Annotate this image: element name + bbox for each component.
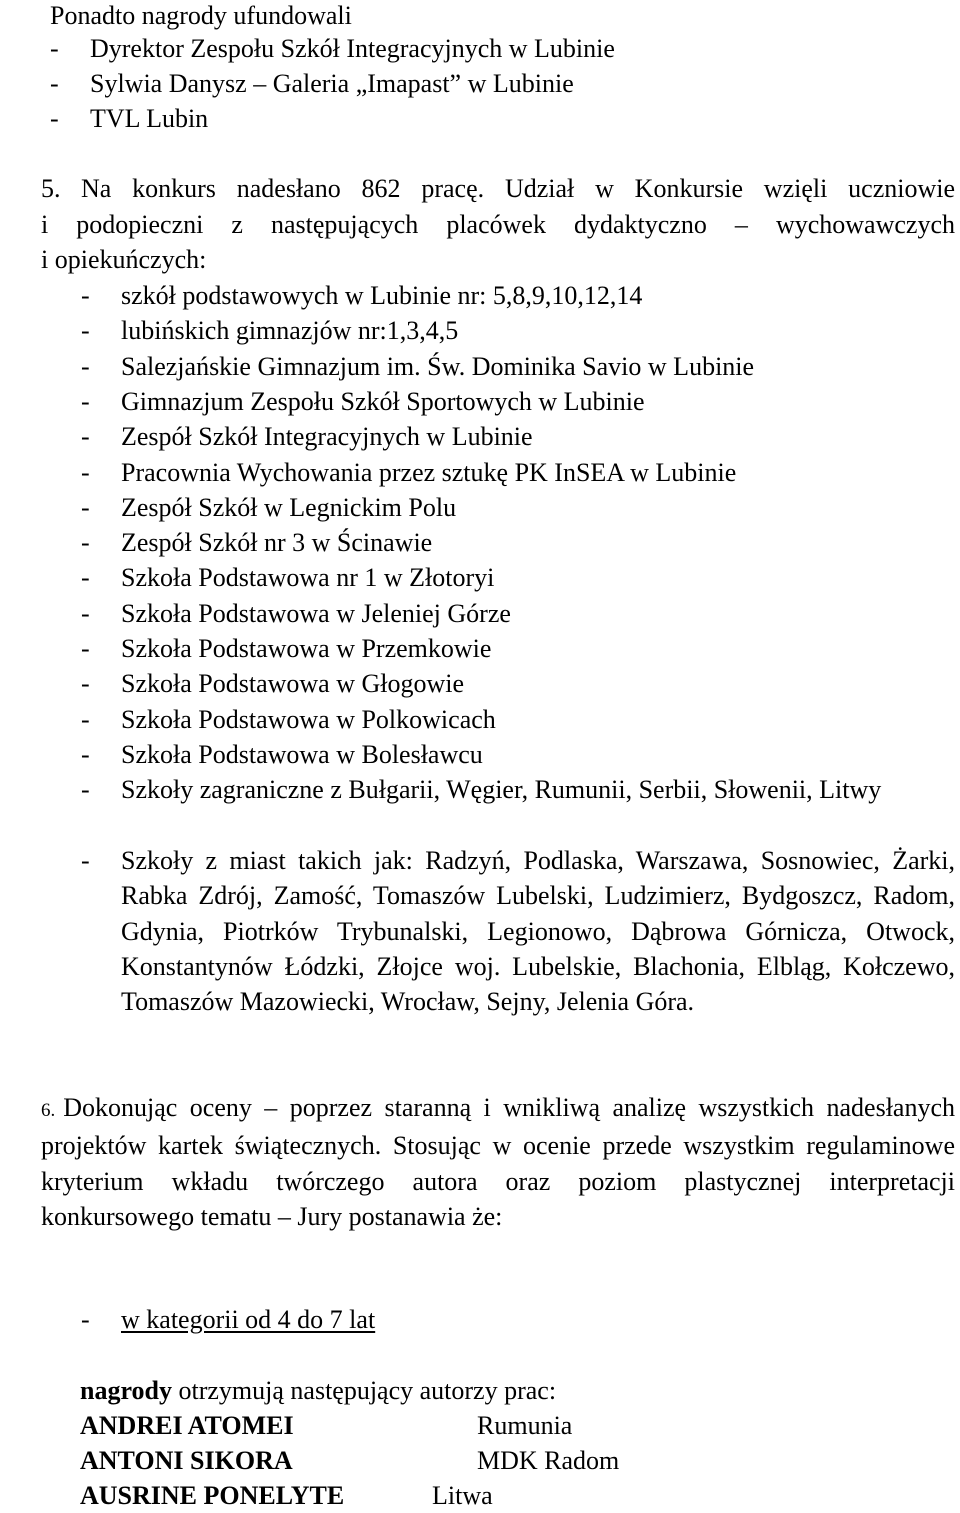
school-item: Salezjańskie Gimnazjum im. Św. Dominika Savio w Lubinie <box>121 351 755 381</box>
list-dash: - <box>81 492 90 522</box>
section-5-line-2: i podopieczni z następujących placówek dydaktyczno – wychowawczych <box>41 210 955 239</box>
list-dash: - <box>50 104 59 133</box>
school-item: lubińskich gimnazjów nr:1,3,4,5 <box>121 316 459 346</box>
winner-name: ANDREI ATOMEI <box>80 1411 294 1440</box>
school-item: Szkoła Podstawowa w Jeleniej Górze <box>121 598 511 628</box>
cities-item: Szkoły z miast takich jak: Radzyń, Podlaska, Warszawa, Sosnowiec, Żarki, Rabka Zdrój, Zamość, Tomaszów Lubelski, Ludzimierz, Bydgoszcz, Radom, Gdynia, Piotrków Trybunalski, Legionowo, Dąbrowa Górnicza, Otwock, Konstantynów Łódzki, Złojce woj. Lubelskie, Blachonia, Elbląg, Kołczewo, Tomaszów Mazowiecki, Wrocław, Sejny, Jelenia Góra. <box>121 846 955 1017</box>
school-item: szkół podstawowych w Lubinie nr: 5,8,9,10,12,14 <box>121 281 643 310</box>
awards-bold-word: nagrody <box>80 1376 172 1405</box>
awards-intro <box>80 1373 556 1408</box>
list-dash: - <box>81 316 90 346</box>
list-dash: - <box>81 846 90 875</box>
section-5-number: 5. <box>41 174 61 203</box>
sponsor-item: Sylwia Danysz – Galeria „Imapast” w Lubinie <box>90 69 574 98</box>
section-6-number: 6. <box>41 1100 56 1121</box>
list-dash: - <box>81 669 90 699</box>
section-5-line-3: i opiekuńczych: <box>41 245 207 274</box>
school-item: Zespół Szkół Integracyjnych w Lubinie <box>121 422 533 452</box>
list-dash: - <box>81 563 90 593</box>
winner-place: MDK Radom <box>477 1446 620 1475</box>
school-item: Zespół Szkół nr 3 w Ścinawie <box>121 528 433 558</box>
winner-row <box>80 1478 493 1513</box>
winner-place: Litwa <box>432 1481 493 1510</box>
school-item: Szkoła Podstawowa w Przemkowie <box>121 634 492 663</box>
winner-place: Rumunia <box>477 1411 573 1440</box>
section-6-text: Dokonując oceny – poprzez staranną i wnikliwą analizę wszystkich nadesłanych projektów kartek świątecznych. Stosując w ocenie przede wszystkim regulaminowe kryterium wkładu twórczego autora oraz poziom plastycznej interpretacji konkursowego tematu – Jury postanawia że: <box>41 1093 955 1231</box>
winner-name: AUSRINE PONELYTE <box>80 1481 345 1510</box>
list-dash: - <box>81 281 90 310</box>
list-dash: - <box>81 422 90 452</box>
school-item: Gimnazjum Zespołu Szkół Sportowych w Lubinie <box>121 386 645 416</box>
school-item: Szkoła Podstawowa w Głogowie <box>121 669 465 699</box>
list-dash: - <box>81 528 90 558</box>
winner-row <box>80 1443 619 1478</box>
foreign-schools-item: Szkoły zagraniczne z Bułgarii, Węgier, Rumunii, Serbii, Słowenii, Litwy <box>121 775 882 804</box>
list-dash: - <box>81 739 90 769</box>
sponsor-item: Dyrektor Zespołu Szkół Integracyjnych w Lubinie <box>90 34 615 63</box>
list-dash: - <box>50 69 59 98</box>
list-dash: - <box>81 775 90 804</box>
sponsor-item: TVL Lubin <box>90 104 209 133</box>
list-dash: - <box>50 34 59 63</box>
awards-rest: otrzymują następujący autorzy prac: <box>172 1376 557 1405</box>
section-5-line-1: Na konkurs nadesłano 862 pracę. Udział w Konkursie wzięli uczniowie <box>81 174 955 203</box>
school-item: Szkoła Podstawowa w Polkowicach <box>121 704 496 734</box>
section-6-paragraph <box>41 1090 955 1234</box>
school-item: Pracownia Wychowania przez sztukę PK InSEA w Lubinie <box>121 457 737 487</box>
list-dash: - <box>81 704 90 734</box>
sponsors-heading: Ponadto nagrody ufundowali <box>50 1 352 30</box>
school-item: Szkoła Podstawowa nr 1 w Złotoryi <box>121 563 495 593</box>
list-dash: - <box>81 634 90 663</box>
school-item: Szkoła Podstawowa w Bolesławcu <box>121 739 483 769</box>
list-dash: - <box>81 1305 90 1334</box>
category-label: w kategorii od 4 do 7 lat <box>121 1305 376 1334</box>
list-dash: - <box>81 598 90 628</box>
list-dash: - <box>81 457 90 487</box>
winner-row <box>80 1408 572 1443</box>
winner-name: ANTONI SIKORA <box>80 1446 293 1475</box>
school-item: Zespół Szkół w Legnickim Polu <box>121 492 457 522</box>
list-dash: - <box>81 351 90 381</box>
list-dash: - <box>81 386 90 416</box>
